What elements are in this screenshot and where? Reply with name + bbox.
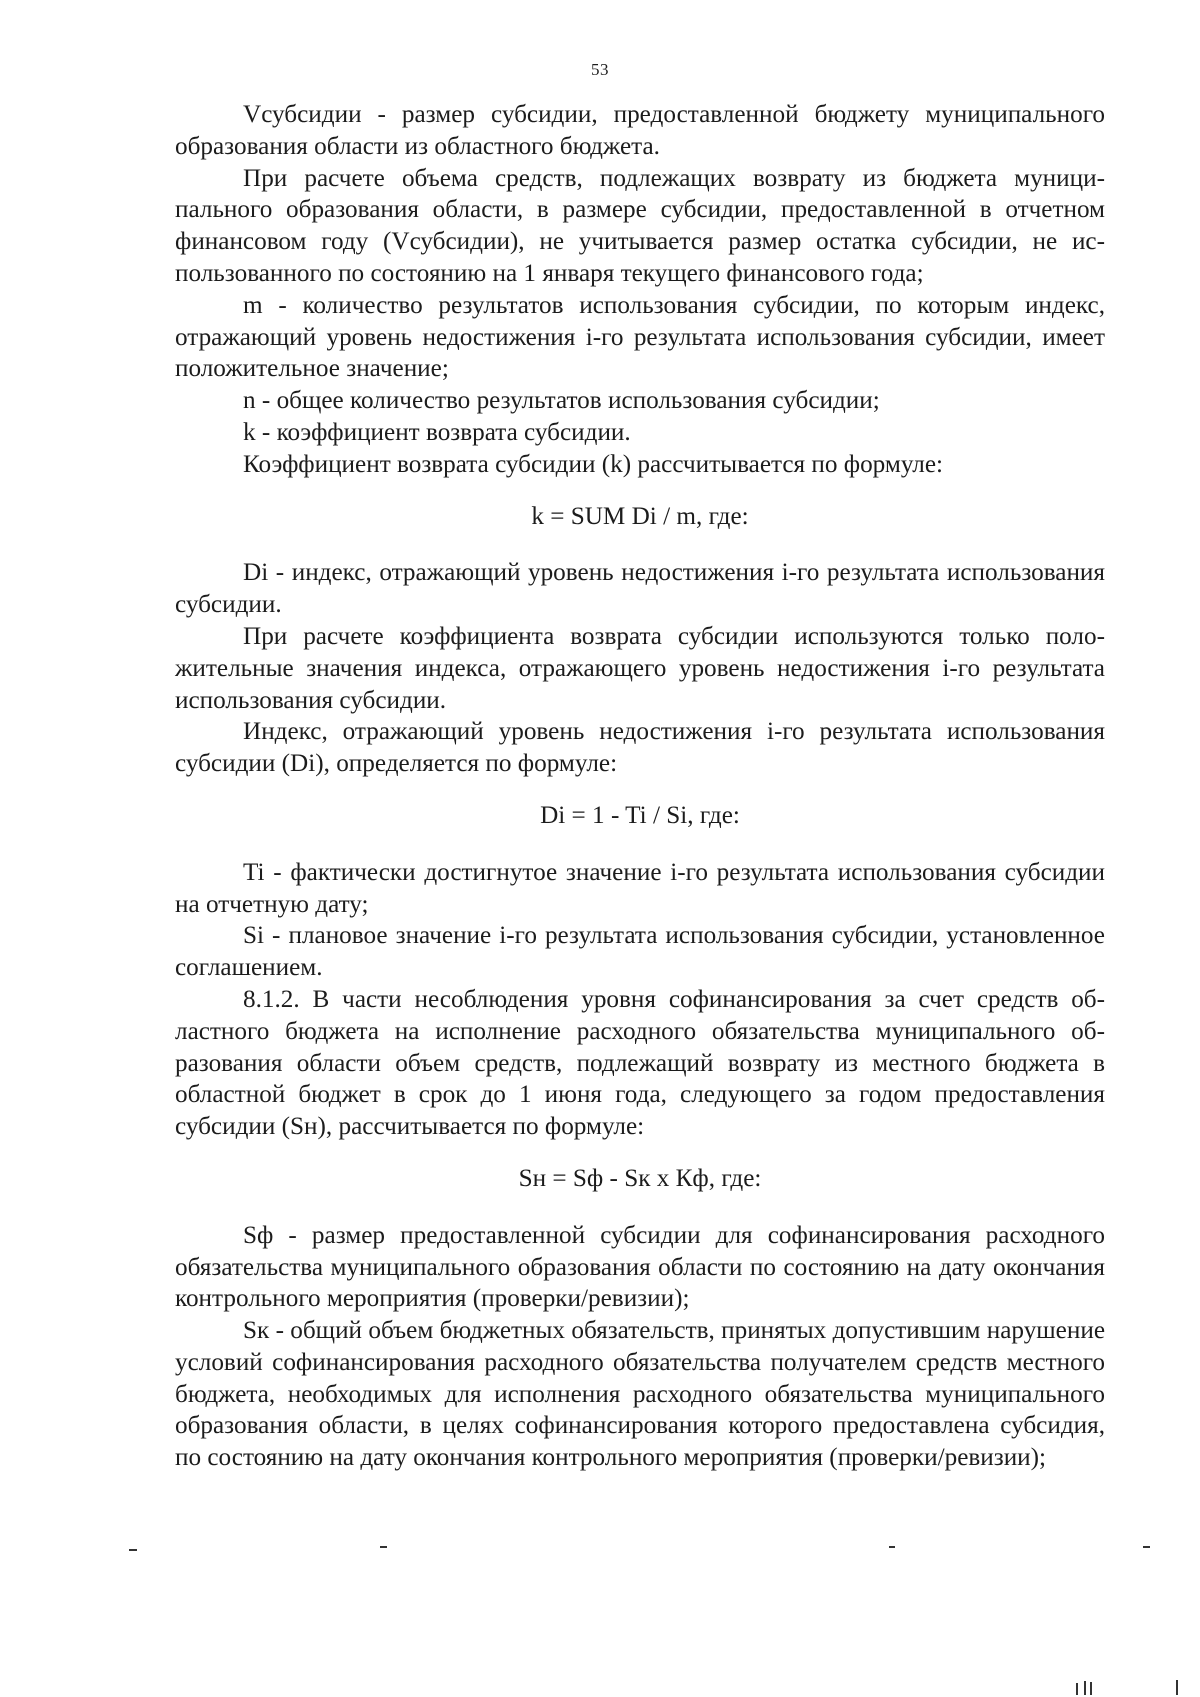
paragraph: 8.1.2. В части несоблюдения уровня софинансирования за счет средств областного бюджета на исполнение расходного обязательства муниципального образования области объем средств, подлежащий возврату из местного бюджета в областной бюджет в срок до 1 июня года, следующего за годом предоставления субсидии (Sн), рассчитывается по формуле:	[175, 985, 1105, 1141]
document-body	[175, 99, 1105, 1474]
formula-refund-amount: Sн = Sф - Sк x Кф, где:	[518, 1164, 762, 1192]
paragraph: k - коэффициент возврата субсидии.	[243, 418, 631, 446]
scan-mark	[1090, 1682, 1092, 1695]
paragraph: Sф - размер предоставленной субсидии для софинансирования расходного обязательства муниципального образования области по состоянию на дату окончания контрольного мероприятия (проверки/ревизии);	[175, 1221, 1105, 1313]
paragraph: Di - индекс, отражающий уровень недостижения i-го результата использования субсидии.	[175, 559, 1105, 619]
formula-return-coefficient: k = SUM Di / m, где:	[531, 502, 749, 530]
scan-mark	[380, 1546, 387, 1548]
scan-mark	[1084, 1681, 1086, 1695]
paragraph: Индекс, отражающий уровень недостижения i-го результата использования субсидии (Di), определяется по формуле:	[175, 718, 1105, 778]
paragraph: При расчете объема средств, подлежащих возврату из бюджета муниципального образования области, в размере субсидии, предоставленной в отчетном финансовом году (Vсубсидии), не учитывается размер остатка субсидии, не использованного по состоянию на 1 января текущего финансового года;	[175, 164, 1105, 287]
page-number: 53	[591, 60, 609, 79]
scan-mark	[1076, 1683, 1078, 1695]
scan-mark	[889, 1546, 895, 1548]
paragraph: Si - плановое значение i-го результата использования субсидии, установленное соглашением.	[175, 922, 1105, 982]
paragraph: При расчете коэффициента возврата субсидии используются только положительные значения индекса, отражающего уровень недостижения i-го результата использования субсидии.	[175, 622, 1105, 714]
paragraph: Коэффициент возврата субсидии (k) рассчитывается по формуле:	[243, 450, 944, 478]
scan-mark	[1176, 1680, 1178, 1695]
scan-mark	[1143, 1546, 1150, 1548]
paragraph: n - общее количество результатов использования субсидии;	[243, 387, 880, 415]
paragraph: Vсубсидии - размер субсидии, предоставленной бюджету муниципального образования области из областного бюджета.	[175, 101, 1105, 160]
paragraph: m - количество результатов использования субсидии, по которым индекс, отражающий уровень недостижения i-го результата использования субсидии, имеет положительное значение;	[175, 291, 1105, 383]
paragraph: Sк - общий объем бюджетных обязательств, принятых допустившим нарушение условий софинансирования расходного обязательства получателем средств местного бюджета, необходимых для исполнения расходного обязательства муниципального образования области, в целях софинансирования которого предоставлена субсидия, по состоянию на дату окончания контрольного мероприятия (проверки/ревизии);	[175, 1317, 1105, 1472]
formula-index: Di = 1 - Ti / Si, где:	[540, 801, 740, 829]
scan-mark	[129, 1549, 137, 1551]
paragraph: Ti - фактически достигнутое значение i-го результата использования субсидии на отчетную дату;	[175, 858, 1105, 918]
